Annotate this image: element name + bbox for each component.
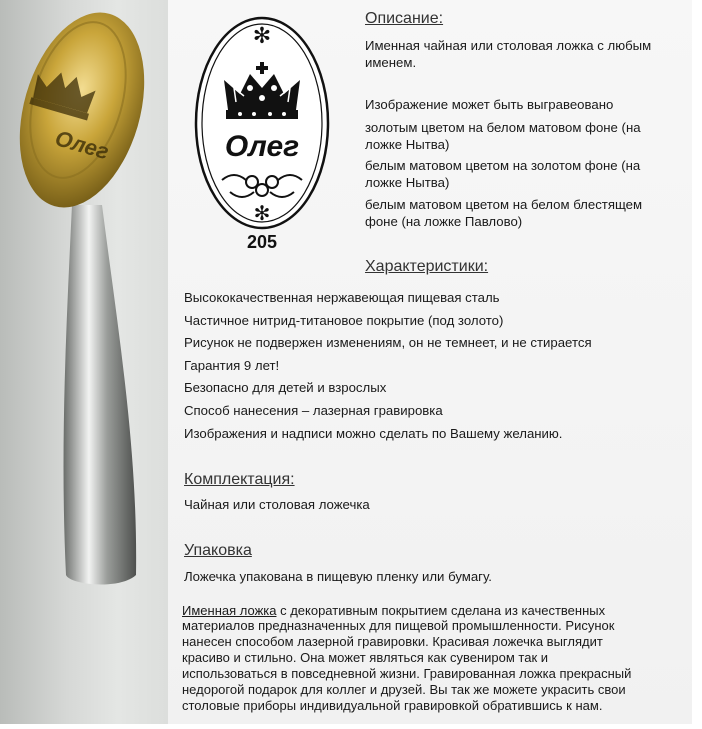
design-number: 205 [246,232,278,252]
about-line: нанесен способом лазерной гравировки. Красивая ложечка выглядит [182,634,603,649]
snowflake-top-icon: ✻ [252,24,272,49]
description-line-3a: золотым цветом на белом матовом фоне (на [365,120,641,135]
description-line-5a: белым матовом цветом на белом блестящем [365,197,643,212]
spec-item: Гарантия 9 лет! [184,358,280,373]
spec-item: Частичное нитрид-титановое покрытие (под золото) [184,313,504,328]
description-heading: Описание: [365,10,444,27]
description-line-1a: Именная чайная или столовая ложка с любым [365,38,652,53]
engraving-svg [186,10,352,260]
about-line: использоваться в повседневной жизни. Гравированная ложка прекрасный [182,666,632,681]
spec-item: Рисунок не подвержен изменениям, он не темнеет, и не стирается [184,335,592,350]
about-line: материалов предназначенных для пищевой промышленности. Рисунок [182,618,615,633]
spec-item: Изображения и надписи можно сделать по Вашему желанию. [184,426,563,441]
description-line-4b: ложке Нытва) [365,175,450,190]
about-line: красиво и стильно. Она может являться как сувениром так и [182,650,548,665]
spoon-handle [64,205,137,584]
spoon-illustration [0,0,168,724]
description-line-4a: белым матовом цветом на золотом фоне (на [365,158,641,173]
spec-item: Безопасно для детей и взрослых [184,380,387,395]
about-line-1: Именная ложка с декоративным покрытием сделана из качественных [182,603,606,618]
spoon-engraved-name: Олег [52,125,112,165]
specs-heading: Характеристики: [365,258,489,275]
about-line: недорогой подарок для коллег и друзей. Вы так же можете украсить свои [182,682,626,697]
spoon-photo [0,0,168,724]
description-line-3b: ложке Нытва) [365,137,450,152]
spec-item: Высококачественная нержавеющая пищевая сталь [184,290,500,305]
description-line-2: Изображение может быть выгравеовано [365,97,614,112]
packaging-heading: Упаковка [184,542,252,559]
snowflake-bottom-icon: ✻ [253,201,271,225]
engraving-design [186,10,352,260]
kit-heading: Комплектация: [184,471,295,488]
packaging-text: Ложечка упакована в пищевую пленку или бумагу. [184,569,492,584]
description-line-1b: именем. [365,55,417,70]
about-line: столовые приборы индивидуальной гравировкой обратившись к нам. [182,698,603,713]
description-line-5b: фоне (на ложке Павлово) [365,214,523,229]
about-link[interactable]: Именная ложка [182,603,277,618]
engraved-name: Олег [224,130,300,163]
kit-text: Чайная или столовая ложечка [184,497,370,512]
spec-item: Способ нанесения – лазерная гравировка [184,403,443,418]
